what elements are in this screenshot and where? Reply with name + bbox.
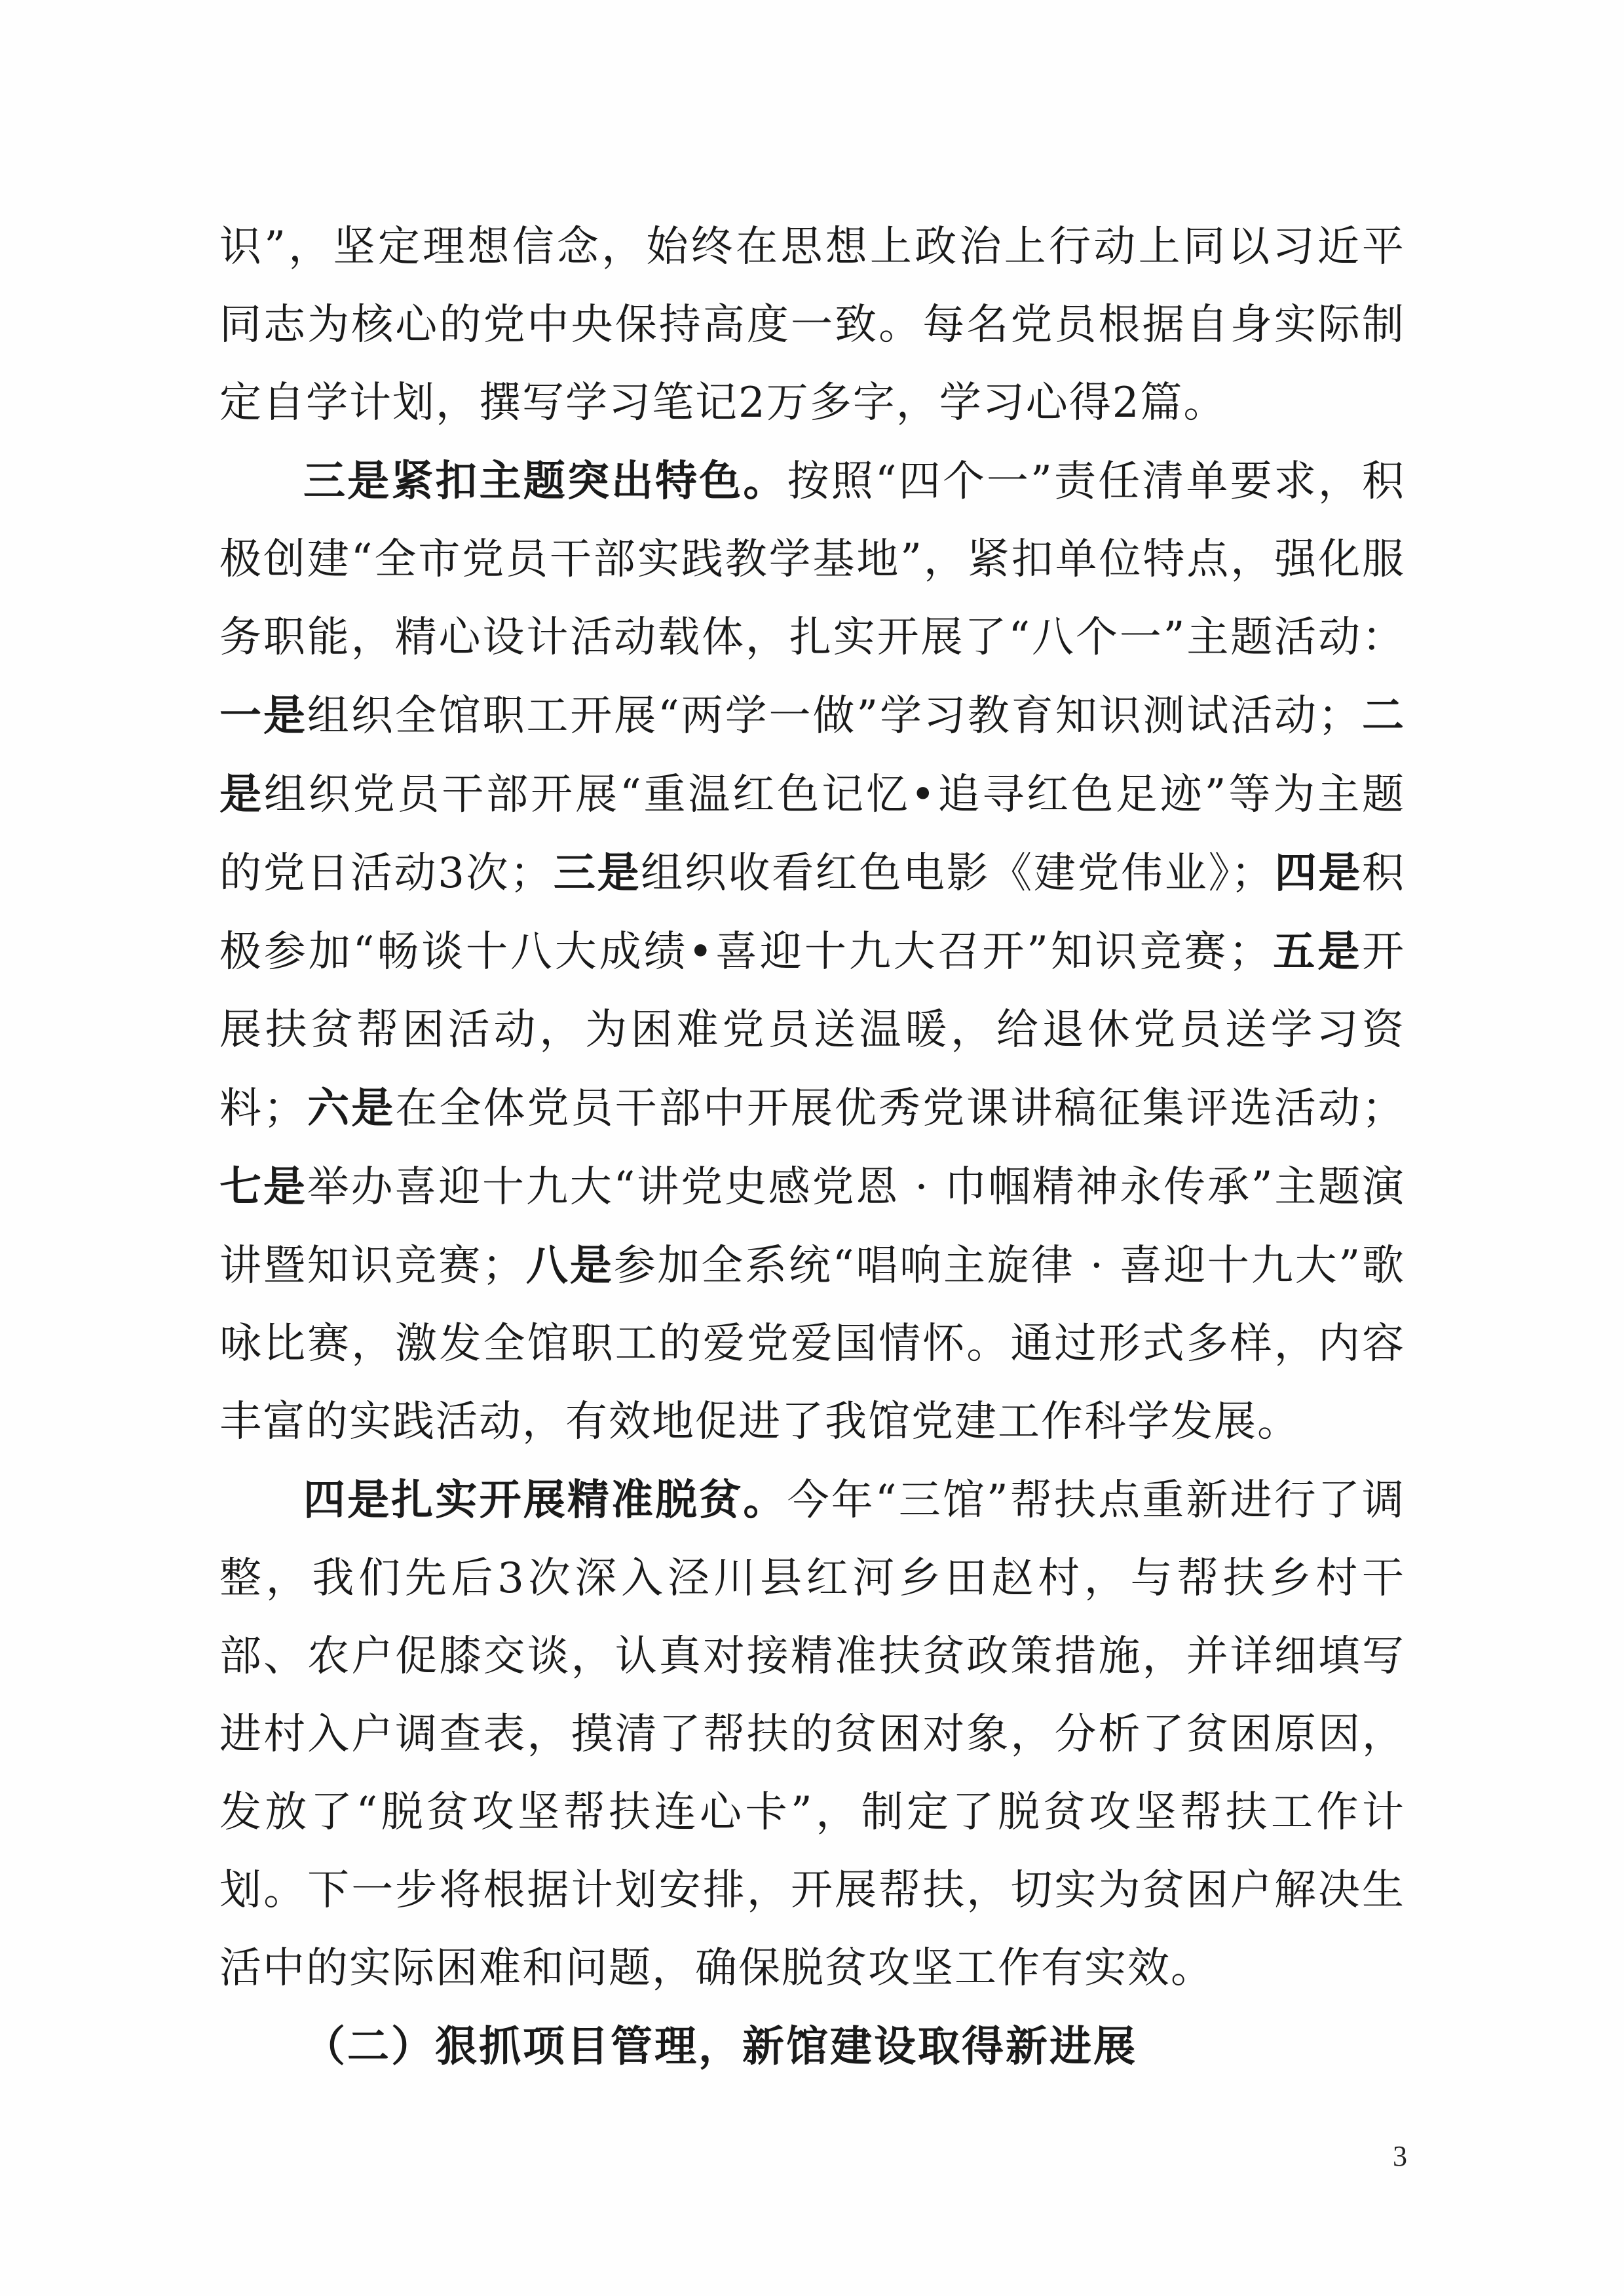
paragraph-text: 积极参加“畅谈十八大成绩•喜迎十九大召开”知识竞赛； xyxy=(219,849,1406,976)
bold-lead-text: 五是 xyxy=(1272,927,1363,976)
bold-lead-text: 七是 xyxy=(219,1162,307,1212)
bold-lead-text: 一是 xyxy=(219,691,307,740)
paragraph-3 xyxy=(219,1461,1405,2008)
paragraph-1 xyxy=(219,208,1405,442)
paragraph-text: 开展扶贫帮困活动，为困难党员送温暖，给退休党员送学习资料； xyxy=(219,928,1406,1133)
bold-lead-text: 八是 xyxy=(525,1241,614,1290)
paragraph-text: 在全体党员干部中开展优秀党课讲稿征集评选活动； xyxy=(395,1084,1406,1133)
bold-lead-text: 四是扎实开展精准脱贫。 xyxy=(303,1476,787,1525)
paragraph-text: 参加全系统“唱响主旋律 · 喜迎十九大”歌咏比赛，激发全馆职工的爱党爱国情怀。通过形式多样，内容丰富的实践活动，有效地促进了我馆党建工作科学发展。 xyxy=(219,1242,1406,1446)
paragraph-text: 今年“三馆”帮扶点重新进行了调整，我们先后3次深入泾川县红河乡田赵村，与帮扶乡村干部、农户促膝交谈，认真对接精准扶贫政策措施，并详细填写进村入户调查表，摸清了帮扶的贫困对象，分析了贫困原因，发放了“脱贫攻坚帮扶连心卡”，制定了脱贫攻坚帮扶工作计划。下一步将根据计划安排，开展帮扶，切实为贫困户解决生活中的实际困难和问题，确保脱贫攻坚工作有实效。 xyxy=(219,1476,1406,1993)
paragraph-text: 组织全馆职工开展“两学一做”学习教育知识测试活动； xyxy=(307,692,1362,740)
paragraph-text: 举办喜迎十九大“讲党史感党恩 · 巾帼精神永传承”主题演讲暨知识竞赛； xyxy=(219,1163,1406,1290)
paragraph-text: 组织党员干部开展“重温红色记忆•追寻红色足迹”等为主题的党日活动3次； xyxy=(219,771,1406,898)
paragraph-text: 组织收看红色电影《建党伟业》； xyxy=(641,849,1275,898)
bold-lead-text: 六是 xyxy=(307,1084,396,1133)
paragraph-text: 按照“四个一”责任清单要求，积极创建“全市党员干部实践教学基地”，紧扣单位特点，强化服务职能，精心设计活动载体，扎实开展了“八个一”主题活动： xyxy=(219,457,1406,662)
bold-lead-text: 三是 xyxy=(553,849,641,898)
body-text xyxy=(219,208,1405,2086)
paragraph-2 xyxy=(219,442,1405,1461)
page-number: 3 xyxy=(1393,2140,1407,2172)
bold-lead-text: 二是 xyxy=(219,691,1406,819)
paragraph-text: 识”，坚定理想信念，始终在思想上政治上行动上同以习近平同志为核心的党中央保持高度一致。每名党员根据自身实际制定自学计划，撰写学习笔记2万多字，学习心得2篇。 xyxy=(219,223,1405,427)
section-heading: （二）狠抓项目管理，新馆建设取得新进展 xyxy=(303,2022,1137,2071)
bold-lead-text: 四是 xyxy=(1274,849,1363,898)
bold-lead-text: 三是紧扣主题突出特色。 xyxy=(303,457,787,506)
